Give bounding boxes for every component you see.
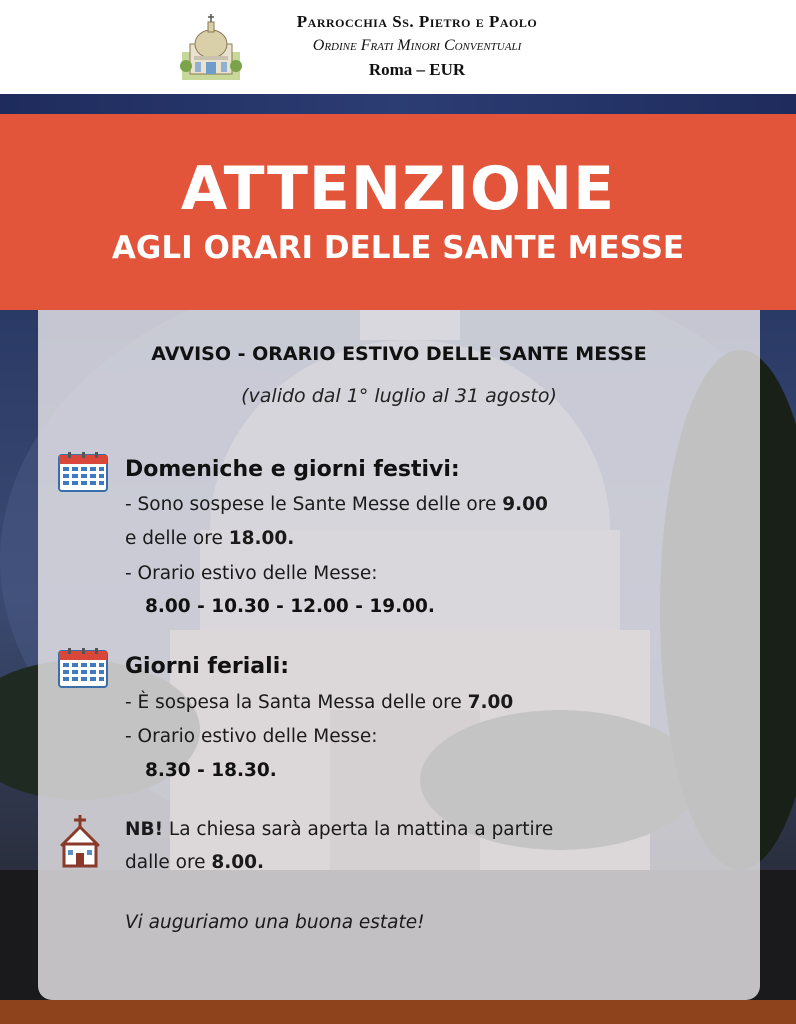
feriali-line-1 (125, 690, 513, 716)
festivi-title: Domeniche e giorni festivi: (125, 457, 460, 482)
feriali-title: Giorni feriali: (125, 654, 290, 679)
parish-heading (262, 10, 572, 82)
feriali-summer-times: 8.30 - 18.30. (145, 760, 277, 781)
notice-validity: (valido dal 1° luglio al 31 agosto) (241, 385, 557, 407)
feriali-line-2: - Orario estivo delle Messe: (125, 726, 378, 747)
notice-heading: AVVISO - ORARIO ESTIVO DELLE SANTE MESSE (151, 343, 647, 365)
church-icon (56, 815, 104, 869)
parish-name: Parrocchia Ss. Pietro e Paolo (296, 12, 538, 31)
attention-banner (0, 114, 796, 310)
feriali-suspended-time: 7.00 (467, 692, 514, 713)
calendar-icon (58, 648, 108, 688)
calendar-icon (58, 452, 108, 492)
parish-location: Roma – EUR (368, 60, 466, 79)
religious-order: Ordine Frati Minori Conventuali (312, 37, 522, 54)
closing-greeting: Vi auguriamo una buona estate! (125, 912, 425, 933)
festivi-line-1-text: - Sono sospese le Sante Messe delle ore (125, 494, 503, 515)
festivi-line-1 (125, 492, 548, 518)
nb-text: La chiesa sarà aperta la mattina a partire (163, 819, 554, 840)
festivi-suspended-time-1: 9.00 (502, 494, 548, 515)
festivi-summer-times: 8.00 - 10.30 - 12.00 - 19.00. (145, 596, 435, 617)
festivi-line-2-text: e delle ore (125, 528, 229, 549)
feriali-line-1-text: - È sospesa la Santa Messa delle ore (125, 692, 468, 713)
banner-subtitle: AGLI ORARI DELLE SANTE MESSE (111, 230, 685, 266)
nb-opening-time: 8.00. (211, 852, 265, 873)
church-dome-logo (178, 10, 244, 84)
banner-title: ATTENZIONE (180, 154, 616, 224)
festivi-line-2 (125, 526, 294, 552)
header-band (0, 94, 796, 114)
festivi-suspended-time-2: 18.00. (228, 528, 295, 549)
header (0, 0, 796, 94)
nb-line-2-text: dalle ore (125, 852, 212, 873)
festivi-line-3: - Orario estivo delle Messe: (125, 563, 378, 584)
nb-line-2 (125, 850, 264, 876)
nb-label: NB! (125, 819, 164, 840)
nb-line-1 (125, 817, 553, 843)
